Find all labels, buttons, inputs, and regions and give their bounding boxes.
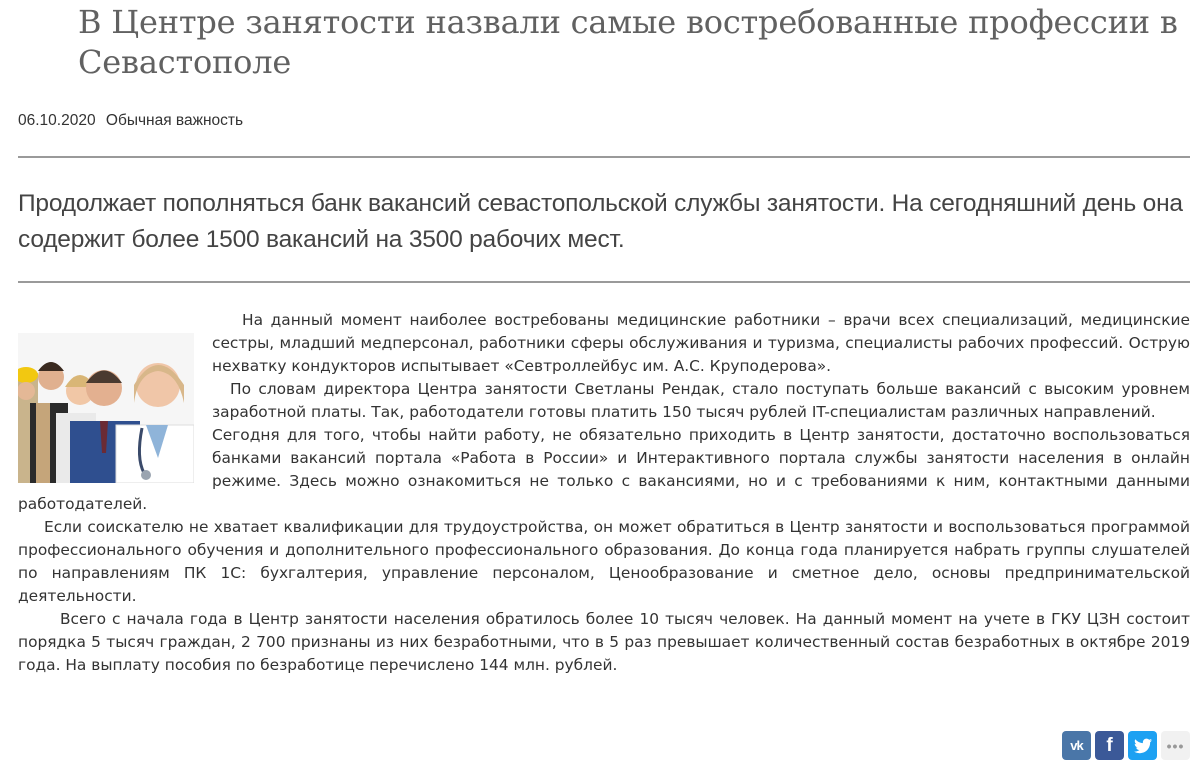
share-facebook-button[interactable] [1095,731,1124,760]
article-paragraph: Если соискателю не хватает квалификации для трудоустройства, он может обратиться в Центр занятости и воспользоваться программой профессионального обучения и дополнительного профессионального образования. До конца года планируется набрать группы слушателей по направлениям ПК 1С: бухгалтерия, управление персоналом, Ценообразование и сметное дело, основы предпринимательской деятельности. [18,518,1190,605]
article-meta [18,112,243,130]
article-paragraph: Сегодня для того, чтобы найти работу, не обязательно приходить в Центр занятости, достаточно воспользоваться банками вакансий портала «Работа в России» и Интерактивного портала службы занятости населения в онлайн режиме. Здесь можно ознакомиться не только с вакансиями, но и с требованиями к ним, контактными данными работодателей. [18,426,1190,513]
article-paragraph: Всего с начала года в Центр занятости населения обратилось более 10 тысяч человек. На данный момент на учете в ГКУ ЦЗН состоит порядка 5 тысяч граждан, 2 700 признаны из них безработными, что в 5 раз превышает количественный состав безработных в октябре 2019 года. На выплату пособия по безработице перечислено 144 млн. рублей. [18,610,1190,674]
article-date: 06.10.2020 [18,112,96,129]
divider [18,281,1190,283]
divider [18,156,1190,158]
article-paragraph: По словам директора Центра занятости Светланы Рендак, стало поступать больше вакансий с высоким уровнем заработной платы. Так, работодатели готовы платить 150 тысяч рублей IT-специалистам различных направлений. [212,380,1190,421]
article-title: В Центре занятости назвали самые востребованные профессии в Севастополе [78,3,1178,81]
article-importance: Обычная важность [105,112,244,129]
article-paragraph: На данный момент наиболее востребованы медицинские работники – врачи всех специализаций, медицинские сестры, младший медперсонал, работники сферы обслуживания и туризма, специалисты рабочих профессий. Острую нехватку кондукторов испытывает «Севтроллейбус им. А.С. Круподерова». [212,311,1190,375]
article-body [18,309,1190,677]
share-vk-button[interactable] [1062,731,1091,760]
article-lead: Продолжает пополняться банк вакансий севастопольской службы занятости. На сегодняшний день она содержит более 1500 вакансий на 3500 рабочих мест. [18,190,1183,253]
share-twitter-button[interactable] [1128,731,1157,760]
more-icon: ••• [1166,737,1185,754]
twitter-icon [1134,738,1152,754]
facebook-icon: f [1106,734,1113,756]
share-more-button[interactable] [1161,731,1190,760]
vk-icon: vk [1070,738,1083,753]
workers-photo [18,333,194,483]
share-bar [1062,731,1190,760]
